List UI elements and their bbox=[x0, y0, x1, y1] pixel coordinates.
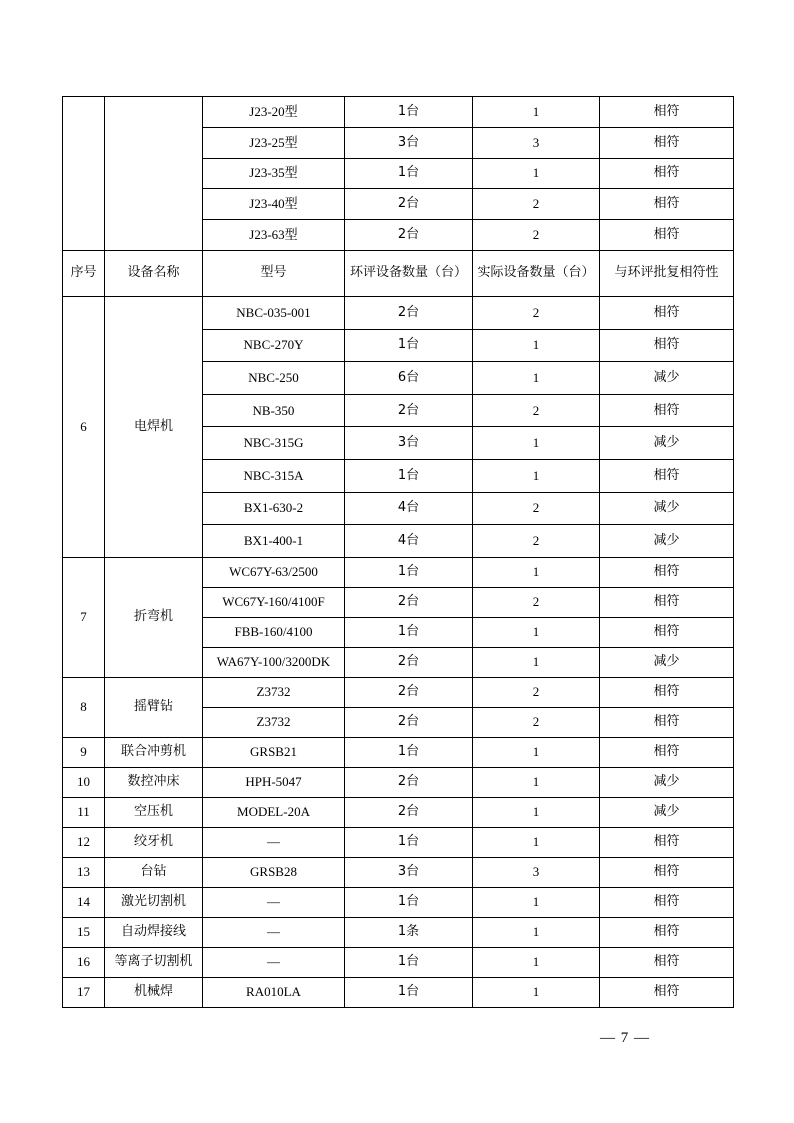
eia-qty-cell: 2台 bbox=[345, 220, 473, 251]
consistency-cell: 相符 bbox=[600, 127, 734, 158]
actual-qty-cell: 1 bbox=[473, 947, 600, 977]
equipment-name-cell: 摇臂钻 bbox=[105, 677, 203, 737]
actual-qty-cell: 1 bbox=[473, 329, 600, 362]
eia-qty-cell: 2台 bbox=[345, 707, 473, 737]
consistency-cell: 相符 bbox=[600, 917, 734, 947]
seq-cell: 7 bbox=[63, 557, 105, 677]
model-cell: J23-20型 bbox=[203, 97, 345, 128]
model-cell: HPH-5047 bbox=[203, 767, 345, 797]
header-eia-qty: 环评设备数量（台） bbox=[345, 250, 473, 296]
seq-cell: 11 bbox=[63, 797, 105, 827]
eia-qty-cell: 2台 bbox=[345, 647, 473, 677]
eia-qty-cell: 3台 bbox=[345, 857, 473, 887]
consistency-cell: 减少 bbox=[600, 797, 734, 827]
eia-qty-cell: 1台 bbox=[345, 557, 473, 587]
eia-qty-cell: 2台 bbox=[345, 677, 473, 707]
page-number: — 7 — bbox=[600, 1030, 650, 1046]
actual-qty-cell: 2 bbox=[473, 492, 600, 525]
model-cell: — bbox=[203, 947, 345, 977]
model-cell: WA67Y-100/3200DK bbox=[203, 647, 345, 677]
actual-qty-cell: 2 bbox=[473, 525, 600, 558]
model-cell: J23-40型 bbox=[203, 189, 345, 220]
actual-qty-cell: 1 bbox=[473, 797, 600, 827]
consistency-cell: 相符 bbox=[600, 189, 734, 220]
eia-qty-cell: 4台 bbox=[345, 525, 473, 558]
header-name: 设备名称 bbox=[105, 250, 203, 296]
model-cell: — bbox=[203, 887, 345, 917]
model-cell: BX1-630-2 bbox=[203, 492, 345, 525]
actual-qty-cell: 1 bbox=[473, 557, 600, 587]
seq-cell bbox=[63, 97, 105, 251]
model-cell: Z3732 bbox=[203, 707, 345, 737]
consistency-cell: 相符 bbox=[600, 557, 734, 587]
actual-qty-cell: 2 bbox=[473, 296, 600, 329]
model-cell: FBB-160/4100 bbox=[203, 617, 345, 647]
table-row bbox=[63, 797, 734, 827]
header-seq: 序号 bbox=[63, 250, 105, 296]
table-row bbox=[63, 677, 734, 707]
equipment-name-cell: 电焊机 bbox=[105, 296, 203, 557]
actual-qty-cell: 1 bbox=[473, 362, 600, 395]
model-cell: J23-35型 bbox=[203, 158, 345, 189]
actual-qty-cell: 2 bbox=[473, 677, 600, 707]
model-cell: WC67Y-63/2500 bbox=[203, 557, 345, 587]
consistency-cell: 相符 bbox=[600, 677, 734, 707]
consistency-cell: 相符 bbox=[600, 857, 734, 887]
eia-qty-cell: 2台 bbox=[345, 189, 473, 220]
seq-cell: 8 bbox=[63, 677, 105, 737]
eia-qty-cell: 3台 bbox=[345, 127, 473, 158]
seq-cell: 9 bbox=[63, 737, 105, 767]
seq-cell: 16 bbox=[63, 947, 105, 977]
table-row bbox=[63, 917, 734, 947]
seq-cell: 13 bbox=[63, 857, 105, 887]
consistency-cell: 相符 bbox=[600, 97, 734, 128]
eia-qty-cell: 2台 bbox=[345, 394, 473, 427]
actual-qty-cell: 1 bbox=[473, 617, 600, 647]
eia-qty-cell: 1台 bbox=[345, 97, 473, 128]
eia-qty-cell: 1条 bbox=[345, 917, 473, 947]
actual-qty-cell: 1 bbox=[473, 737, 600, 767]
eia-qty-cell: 4台 bbox=[345, 492, 473, 525]
model-cell: NBC-270Y bbox=[203, 329, 345, 362]
actual-qty-cell: 1 bbox=[473, 767, 600, 797]
header-model: 型号 bbox=[203, 250, 345, 296]
table-row bbox=[63, 827, 734, 857]
model-cell: MODEL-20A bbox=[203, 797, 345, 827]
seq-cell: 12 bbox=[63, 827, 105, 857]
equipment-name-cell: 折弯机 bbox=[105, 557, 203, 677]
consistency-cell: 相符 bbox=[600, 977, 734, 1007]
actual-qty-cell: 1 bbox=[473, 158, 600, 189]
equipment-name-cell: 激光切割机 bbox=[105, 887, 203, 917]
seq-cell: 10 bbox=[63, 767, 105, 797]
equipment-name-cell: 空压机 bbox=[105, 797, 203, 827]
table-row bbox=[63, 857, 734, 887]
equipment-name-cell: 台钻 bbox=[105, 857, 203, 887]
model-cell: NBC-315G bbox=[203, 427, 345, 460]
consistency-cell: 减少 bbox=[600, 362, 734, 395]
eia-qty-cell: 1台 bbox=[345, 947, 473, 977]
equipment-name-cell: 联合冲剪机 bbox=[105, 737, 203, 767]
eia-qty-cell: 2台 bbox=[345, 587, 473, 617]
consistency-cell: 相符 bbox=[600, 707, 734, 737]
table-header-row bbox=[63, 250, 734, 296]
header-consistency: 与环评批复相符性 bbox=[600, 250, 734, 296]
eia-qty-cell: 1台 bbox=[345, 827, 473, 857]
model-cell: WC67Y-160/4100F bbox=[203, 587, 345, 617]
consistency-cell: 相符 bbox=[600, 296, 734, 329]
equipment-table bbox=[62, 96, 734, 1008]
equipment-name-cell: 机械焊 bbox=[105, 977, 203, 1007]
actual-qty-cell: 2 bbox=[473, 587, 600, 617]
equipment-table-body bbox=[63, 97, 734, 1008]
table-row bbox=[63, 296, 734, 329]
table-row bbox=[63, 557, 734, 587]
eia-qty-cell: 1台 bbox=[345, 329, 473, 362]
model-cell: — bbox=[203, 827, 345, 857]
equipment-name-cell: 绞牙机 bbox=[105, 827, 203, 857]
table-row bbox=[63, 97, 734, 128]
eia-qty-cell: 1台 bbox=[345, 158, 473, 189]
model-cell: NBC-035-001 bbox=[203, 296, 345, 329]
seq-cell: 15 bbox=[63, 917, 105, 947]
consistency-cell: 减少 bbox=[600, 525, 734, 558]
actual-qty-cell: 3 bbox=[473, 857, 600, 887]
consistency-cell: 相符 bbox=[600, 329, 734, 362]
seq-cell: 6 bbox=[63, 296, 105, 557]
consistency-cell: 相符 bbox=[600, 459, 734, 492]
model-cell: J23-63型 bbox=[203, 220, 345, 251]
model-cell: J23-25型 bbox=[203, 127, 345, 158]
eia-qty-cell: 2台 bbox=[345, 296, 473, 329]
actual-qty-cell: 2 bbox=[473, 220, 600, 251]
actual-qty-cell: 1 bbox=[473, 97, 600, 128]
eia-qty-cell: 2台 bbox=[345, 767, 473, 797]
actual-qty-cell: 1 bbox=[473, 647, 600, 677]
consistency-cell: 减少 bbox=[600, 492, 734, 525]
model-cell: GRSB21 bbox=[203, 737, 345, 767]
model-cell: BX1-400-1 bbox=[203, 525, 345, 558]
header-actual-qty: 实际设备数量（台） bbox=[473, 250, 600, 296]
table-row bbox=[63, 737, 734, 767]
actual-qty-cell: 1 bbox=[473, 887, 600, 917]
model-cell: NBC-250 bbox=[203, 362, 345, 395]
consistency-cell: 相符 bbox=[600, 587, 734, 617]
consistency-cell: 相符 bbox=[600, 394, 734, 427]
consistency-cell: 相符 bbox=[600, 617, 734, 647]
consistency-cell: 相符 bbox=[600, 737, 734, 767]
consistency-cell: 减少 bbox=[600, 427, 734, 460]
consistency-cell: 减少 bbox=[600, 647, 734, 677]
table-row bbox=[63, 887, 734, 917]
model-cell: GRSB28 bbox=[203, 857, 345, 887]
eia-qty-cell: 1台 bbox=[345, 459, 473, 492]
consistency-cell: 相符 bbox=[600, 947, 734, 977]
consistency-cell: 相符 bbox=[600, 887, 734, 917]
eia-qty-cell: 1台 bbox=[345, 617, 473, 647]
equipment-name-cell: 数控冲床 bbox=[105, 767, 203, 797]
consistency-cell: 相符 bbox=[600, 827, 734, 857]
name-cell bbox=[105, 97, 203, 251]
actual-qty-cell: 2 bbox=[473, 394, 600, 427]
table-row bbox=[63, 947, 734, 977]
eia-qty-cell: 1台 bbox=[345, 977, 473, 1007]
actual-qty-cell: 1 bbox=[473, 427, 600, 460]
equipment-name-cell: 自动焊接线 bbox=[105, 917, 203, 947]
seq-cell: 14 bbox=[63, 887, 105, 917]
eia-qty-cell: 3台 bbox=[345, 427, 473, 460]
eia-qty-cell: 6台 bbox=[345, 362, 473, 395]
table-row bbox=[63, 767, 734, 797]
eia-qty-cell: 2台 bbox=[345, 797, 473, 827]
actual-qty-cell: 1 bbox=[473, 827, 600, 857]
actual-qty-cell: 3 bbox=[473, 127, 600, 158]
consistency-cell: 相符 bbox=[600, 220, 734, 251]
model-cell: RA010LA bbox=[203, 977, 345, 1007]
actual-qty-cell: 2 bbox=[473, 707, 600, 737]
actual-qty-cell: 2 bbox=[473, 189, 600, 220]
model-cell: Z3732 bbox=[203, 677, 345, 707]
actual-qty-cell: 1 bbox=[473, 917, 600, 947]
actual-qty-cell: 1 bbox=[473, 977, 600, 1007]
eia-qty-cell: 1台 bbox=[345, 737, 473, 767]
model-cell: NB-350 bbox=[203, 394, 345, 427]
consistency-cell: 相符 bbox=[600, 158, 734, 189]
model-cell: NBC-315A bbox=[203, 459, 345, 492]
table-row bbox=[63, 977, 734, 1007]
equipment-name-cell: 等离子切割机 bbox=[105, 947, 203, 977]
actual-qty-cell: 1 bbox=[473, 459, 600, 492]
model-cell: — bbox=[203, 917, 345, 947]
consistency-cell: 减少 bbox=[600, 767, 734, 797]
seq-cell: 17 bbox=[63, 977, 105, 1007]
eia-qty-cell: 1台 bbox=[345, 887, 473, 917]
